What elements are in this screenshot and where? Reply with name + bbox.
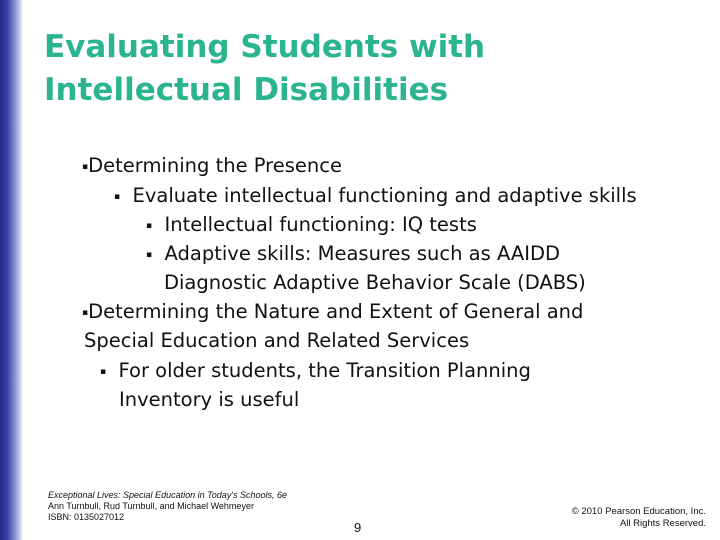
bullet-item <box>82 300 583 328</box>
footer-citation <box>48 490 348 523</box>
bullet-item <box>146 213 477 241</box>
title-line-2: Intellectual Disabilities <box>44 72 449 108</box>
bullet-text: Intellectual functioning: IQ tests <box>164 213 477 236</box>
title-line-1: Evaluating Students with <box>44 29 486 65</box>
footer-isbn: ISBN: 0135027012 <box>48 512 125 522</box>
bullet-continuation: Diagnostic Adaptive Behavior Scale (DABS) <box>164 271 586 294</box>
bullet-marker: ▪ <box>146 250 153 260</box>
bullet-item <box>146 242 560 270</box>
bullet-continuation: Inventory is useful <box>119 388 300 411</box>
footer-book-title: Exceptional Lives: Special Education in Today's Schools, 6e <box>48 490 288 500</box>
bullet-marker: ▪ <box>146 221 153 231</box>
bullet-text: Evaluate intellectual functioning and adaptive skills <box>132 184 637 207</box>
footer-authors: Ann Turnbull, Rud Turnbull, and Michael Wehmeyer <box>48 501 254 511</box>
bullet-text: For older students, the Transition Planning <box>118 359 531 382</box>
bullet-text: Determining the Presence <box>88 154 342 177</box>
bullet-marker: ▪ <box>82 162 89 172</box>
bullet-marker: ▪ <box>100 367 107 377</box>
bullet-marker: ▪ <box>114 192 121 202</box>
copyright-line-1: © 2010 Pearson Education, Inc. <box>571 506 706 517</box>
bullet-text: Adaptive skills: Measures such as AAIDD <box>164 242 560 265</box>
bullet-item <box>100 359 531 387</box>
copyright-line-2: All Rights Reserved. <box>619 518 706 529</box>
bullet-item <box>114 184 637 212</box>
footer-copyright <box>506 506 706 530</box>
bullet-marker: ▪ <box>82 308 89 318</box>
bullet-text: Determining the Nature and Extent of General and <box>88 300 584 323</box>
bullet-continuation: Special Education and Related Services <box>84 329 470 352</box>
page-number: 9 <box>354 520 362 535</box>
bullet-item <box>82 154 342 182</box>
